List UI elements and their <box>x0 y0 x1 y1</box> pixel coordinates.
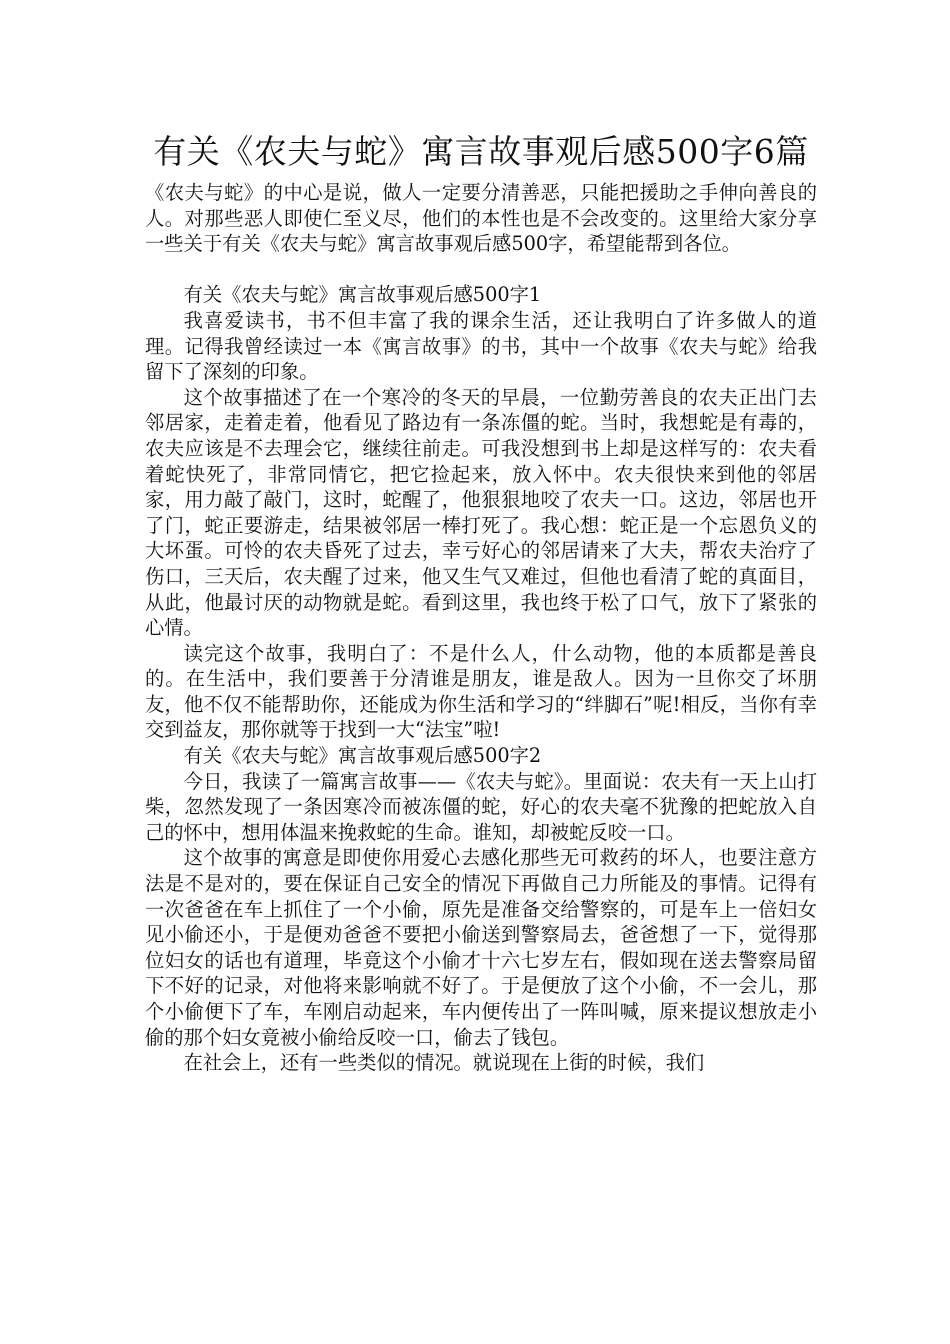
section-2-paragraph-3: 在社会上，还有一些类似的情况。就说现在上街的时候，我们 <box>183 1051 705 1075</box>
paragraph-gap <box>145 257 817 283</box>
section-1-paragraph-3: 读完这个故事，我明白了：不是什么人，什么动物，他的本质都是善良的。在生活中，我们要善于分清谁是朋友，谁是敌人。因为一旦你交了坏朋友，他不仅不能帮助你，还能成为你生活和学习的“绊脚石”呢!相反，当你有幸交到益友，那你就等于找到一大“法宝”啦! <box>145 641 817 742</box>
intro-paragraph: 《农夫与蛇》的中心是说，做人一定要分清善恶，只能把援助之手伸向善良的人。对那些恶人即使仁至义尽，他们的本性也是不会改变的。这里给大家分享一些关于有关《农夫与蛇》寓言故事观后感500字，希望能帮到各位。 <box>145 181 817 256</box>
document-title: 有关《农夫与蛇》寓言故事观后感500字6篇 <box>153 132 809 171</box>
section-2-paragraph-1: 今日，我读了一篇寓言故事——《农夫与蛇》。里面说：农夫有一天上山打柴，忽然发现了一条因寒冷而被冻僵的蛇，好心的农夫毫不犹豫的把蛇放入自己的怀中，想用体温来挽救蛇的生命。谁知，却被蛇反咬一口。 <box>145 769 817 844</box>
document-page <box>145 128 817 1076</box>
section-2-heading: 有关《农夫与蛇》寓言故事观后感500字2 <box>183 744 542 768</box>
section-1-paragraph-1: 我喜爱读书，书不但丰富了我的课余生活，还让我明白了许多做人的道理。记得我曾经读过一本《寓言故事》的书，其中一个故事《农夫与蛇》给我留下了深刻的印象。 <box>145 308 817 384</box>
section-1-paragraph-2: 这个故事描述了在一个寒冷的冬天的早晨，一位勤劳善良的农夫正出门去邻居家，走着走着，他看见了路边有一条冻僵的蛇。当时，我想蛇是有毒的，农夫应该是不去理会它，继续往前走。可我没想到书上却是这样写的：农夫看着蛇快死了，非常同情它，把它捡起来，放入怀中。农夫很快来到他的邻居家，用力敲了敲门，这时，蛇醒了，他狠狠地咬了农夫一口。这边，邻居也开了门，蛇正要游走，结果被邻居一棒打死了。我心想：蛇正是一个忘恩负义的大坏蛋。可怜的农夫昏死了过去，幸亏好心的邻居请来了大夫，帮农夫治疗了伤口，三天后，农夫醒了过来，他又生气又难过，但他也看清了蛇的真面目，从此，他最讨厌的动物就是蛇。看到这里，我也终于松了口气，放下了紧张的心情。 <box>145 385 817 640</box>
section-2-paragraph-2: 这个故事的寓意是即使你用爱心去感化那些无可救药的坏人，也要注意方法是不是对的，要在保证自己安全的情况下再做自己力所能及的事情。记得有一次爸爸在车上抓住了一个小偷，原先是准备交给警察的，可是车上一倍妇女见小偷还小，于是便劝爸爸不要把小偷送到警察局去，爸爸想了一下，觉得那位妇女的话也有道理，毕竟这个小偷才十六七岁左右，假如现在送去警察局留下不好的记录，对他将来影响就不好了。于是便放了这个小偷，不一会儿，那个小偷便下了车，车刚启动起来，车内便传出了一阵叫喊，原来提议想放走小偷的那个妇女竟被小偷给反咬一口，偷去了钱包。 <box>145 846 817 1049</box>
section-1-heading: 有关《农夫与蛇》寓言故事观后感500字1 <box>183 283 542 307</box>
